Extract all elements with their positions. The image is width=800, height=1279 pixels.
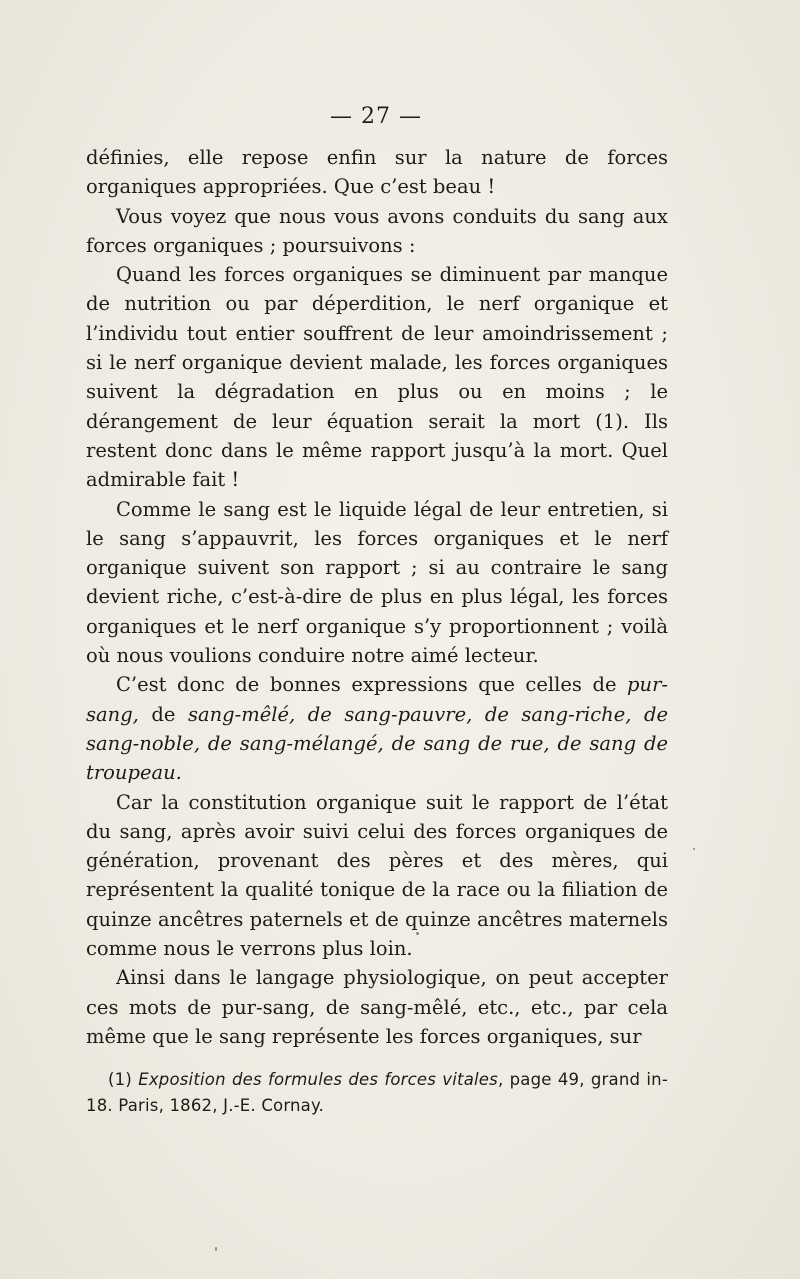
paragraph-5-mid: de xyxy=(138,702,188,726)
footnote-title: Exposition des formules des forces vitales xyxy=(138,1070,498,1089)
footnote-marker: (1) xyxy=(108,1070,139,1089)
paragraph-5-lead: C’est donc de bonnes expressions que celles de xyxy=(116,673,628,697)
paragraph-5 xyxy=(86,670,668,787)
paragraph-5-italic-term: pur-sang, xyxy=(86,673,668,726)
paragraph-1: définies, elle repose enfin sur la nature de forces organiques appropriées. Que c’est beau ! xyxy=(86,146,668,199)
paper-speck xyxy=(693,848,695,850)
footnote xyxy=(86,1067,668,1119)
paragraph-6: Car la constitution organique suit le rapport de l’état du sang, après avoir suivi celui des forces organiques de génération, provenant des pères et des mères, qui représentent la qualité tonique de la race ou la filiation de quinze ancêtres paternels et de quinze ancêtres maternels comme nous le verrons plus loin. xyxy=(86,790,668,961)
page-number: — 27 — xyxy=(330,104,422,129)
paragraph-3: Quand les forces organiques se diminuent par manque de nutrition ou par déperdition, le nerf organique et l’individu tout entier souffrent de leur amoindrissement ; si le nerf organique devient malade, les forces organiques suivent la dégradation en plus ou en moins ; le dérangement de leur équation serait la mort (1). Ils restent donc dans le même rapport jusqu’à la mort. Quel admirable fait ! xyxy=(86,263,668,492)
footnote-details: , page 49, grand in-18. Paris, 1862, J.-E. Cornay. xyxy=(86,1070,668,1115)
paragraph-4: Comme le sang est le liquide légal de leur entretien, si le sang s’appauvrit, les forces organiques et le nerf organique suivent son rapport ; si au contraire le sang devient riche, c’est-à-dire de plus en plus légal, les forces organiques et le nerf organique s’y proportionnent ; voilà où nous voulions conduire notre aimé lecteur. xyxy=(86,497,668,668)
paper-speck xyxy=(215,1247,217,1251)
body-text xyxy=(86,143,668,1051)
paper-speck xyxy=(416,932,419,935)
paragraph-5-italic-terms: sang-mêlé, de sang-pauvre, de sang-riche, de sang-noble, de sang-mélangé, de sang de rue, de sang de troupeau. xyxy=(86,702,668,785)
paragraph-2: Vous voyez que nous vous avons conduits du sang aux forces organiques ; poursuivons : xyxy=(86,204,668,257)
paragraph-7: Ainsi dans le langage physiologique, on peut accepter ces mots de pur-sang, de sang-mêlé, etc., etc., par cela même que le sang représente les forces organiques, sur xyxy=(86,966,668,1048)
